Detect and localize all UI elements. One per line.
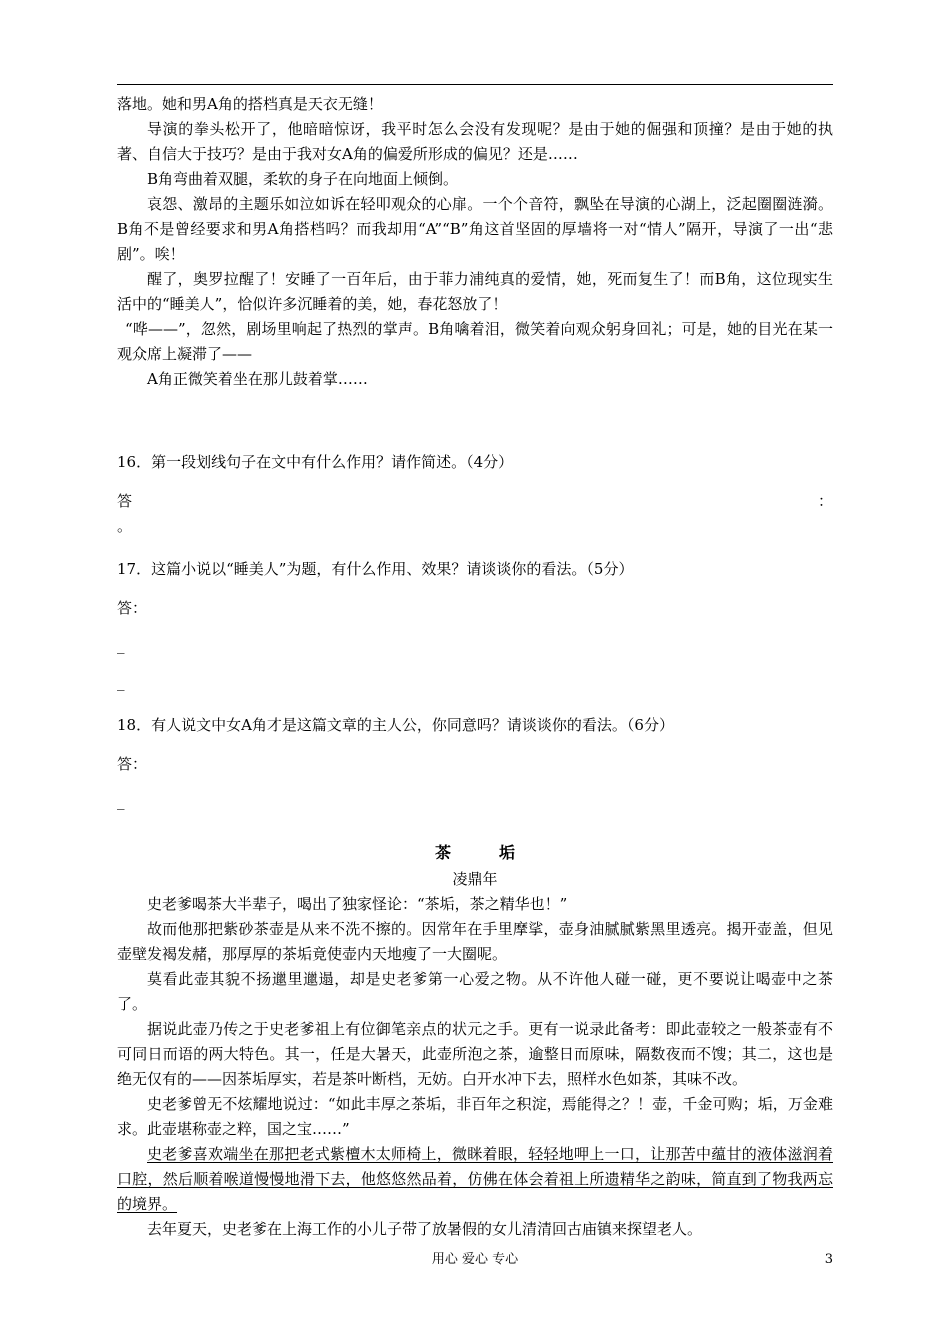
page-content xyxy=(117,92,833,1242)
answer-17-label: 答： xyxy=(117,599,148,617)
story-paragraph-2: 导演的拳头松开了，他暗暗惊讶，我平时怎么会没有发现呢？是由于她的倔强和顶撞？是由于她的执著、自信大于技巧？是由于我对女A角的偏爱所形成的偏见？还是…… xyxy=(117,120,833,163)
article-title-char-1: 茶 xyxy=(434,843,451,862)
answer-16-colon: ： xyxy=(817,492,833,510)
story-paragraph-4: 哀怨、激昂的主题乐如泣如诉在轻叩观众的心扉。一个个音符，飘坠在导演的心湖上，泛起圈圈涟漪。B角不是曾经要求和男A角搭档吗？而我却用“A”“B”角这首坚固的厚墙将一对“情人”隔开，导演了一出“悲剧”。唉！ xyxy=(117,195,833,263)
article-author: 凌鼎年 xyxy=(452,870,498,888)
answer-17-line-2: _ xyxy=(117,673,125,691)
answer-16-end: 。 xyxy=(117,517,133,535)
spacer xyxy=(117,392,833,432)
question-18: 18．有人说文中女A角才是这篇文章的主人公，你同意吗？请谈谈你的看法。（6分） xyxy=(117,716,674,734)
page-number: 3 xyxy=(824,1252,833,1267)
story-paragraph-3: B角弯曲着双腿，柔软的身子在向地面上倾倒。 xyxy=(147,170,459,188)
story-paragraph-5: 醒了，奥罗拉醒了！安睡了一百年后，由于菲力浦纯真的爱情，她，死而复生了！而B角，这位现实生活中的“睡美人”，恰似许多沉睡着的美，她，春花怒放了！ xyxy=(117,270,833,313)
answer-18-line-1: _ xyxy=(117,792,125,810)
article-title xyxy=(117,840,833,865)
question-17: 17．这篇小说以“睡美人”为题，有什么作用、效果？请谈谈你的看法。（5分） xyxy=(117,560,634,578)
story-paragraph-7: A角正微笑着坐在那儿鼓着掌…… xyxy=(147,370,368,388)
story-paragraph-1: 落地。她和男A角的搭档真是天衣无缝！ xyxy=(117,95,383,113)
article-paragraph-1: 史老爹喝茶大半辈子，喝出了独家怪论：“茶垢，茶之精华也！” xyxy=(147,895,568,913)
article-paragraph-3: 莫看此壶其貌不扬邋里邋遢，却是史老爹第一心爱之物。从不许他人碰一碰，更不要说让喝壶中之茶了。 xyxy=(117,970,833,1013)
article-paragraph-4: 据说此壶乃传之于史老爹祖上有位御笔亲点的状元之手。更有一说录此备考：即此壶较之一般茶壶有不可同日而语的两大特色。其一，任是大暑天，此壶所泡之茶，逾整日而原味，隔数夜而不馊；其二，这也是绝无仅有的——因茶垢厚实，若是茶叶断档，无妨。白开水冲下去，照样水色如茶，其味不改。 xyxy=(117,1020,833,1088)
answer-16-label: 答 xyxy=(117,492,133,510)
article-paragraph-2: 故而他那把紫砂茶壶是从来不洗不擦的。因常年在手里摩挲，壶身油腻腻紫黑里透亮。揭开壶盖，但见壶壁发褐发赭，那厚厚的茶垢竟使壶内天地瘦了一大圈呢。 xyxy=(117,920,833,963)
article-title-char-2: 垢 xyxy=(499,843,516,862)
answer-17-line-1: _ xyxy=(117,636,125,654)
answer-16-row xyxy=(117,489,833,514)
article-paragraph-7: 去年夏天，史老爹在上海工作的小儿子带了放暑假的女儿清清回古庙镇来探望老人。 xyxy=(147,1220,703,1238)
answer-18-label: 答： xyxy=(117,755,148,773)
article-paragraph-6-underlined: 史老爹喜欢端坐在那把老式紫檀木太师椅上，微眯着眼，轻轻地呷上一口，让那苦中蕴甘的液体滋润着口腔，然后顺着喉道慢慢地滑下去，他悠悠然品着，仿佛在体会着祖上所遗精华之韵味，简直到了物我两忘的境界。 xyxy=(117,1145,833,1213)
footer-motto: 用心 爱心 专心 xyxy=(431,1252,519,1267)
header-rule xyxy=(117,84,833,85)
question-16: 16．第一段划线句子在文中有什么作用？请作简述。（4分） xyxy=(117,453,514,471)
page-footer xyxy=(117,1250,833,1270)
article-paragraph-5: 史老爹曾无不炫耀地说过：“如此丰厚之茶垢，非百年之积淀，焉能得之？！壶，千金可购；垢，万金难求。此壶堪称壶之粹，国之宝……” xyxy=(117,1095,833,1138)
story-paragraph-6: “哗——”，忽然，剧场里响起了热烈的掌声。B角噙着泪，微笑着向观众躬身回礼；可是，她的目光在某一观众席上凝滞了—— xyxy=(117,320,833,363)
